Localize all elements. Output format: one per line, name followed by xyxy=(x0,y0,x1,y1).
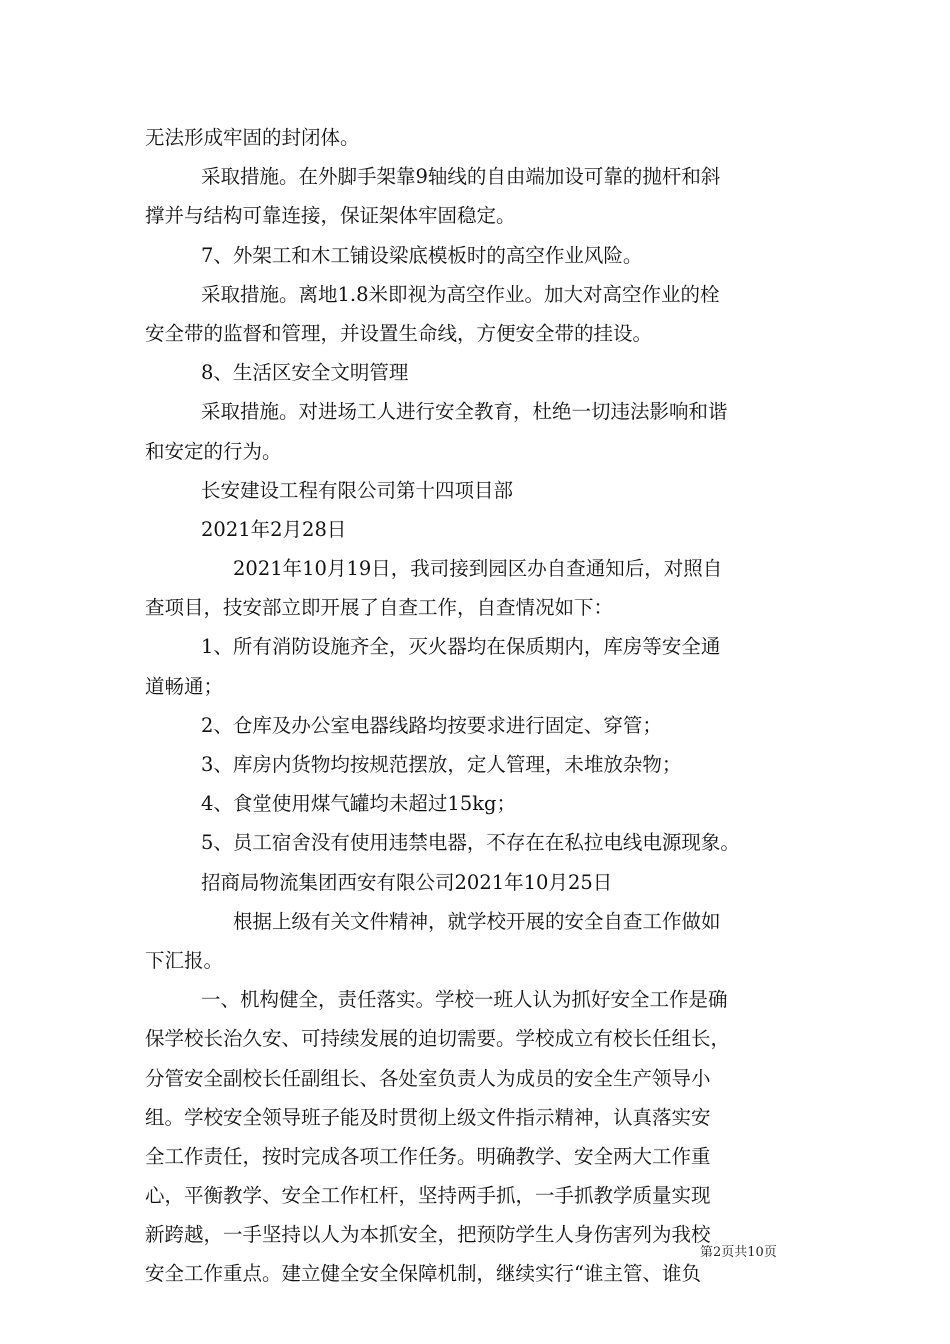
text-line: 组。学校安全领导班子能及时贯彻上级文件指示精神，认真落实安 xyxy=(145,1105,711,1129)
text-line: 根据上级有关文件精神，就学校开展的安全自查工作做如 xyxy=(233,909,721,933)
text-line: 采取措施。离地1.8米即视为高空作业。加大对高空作业的栓 xyxy=(201,282,720,306)
signature-line: 长安建设工程有限公司第十四项目部 xyxy=(201,478,514,502)
text-line: 3、库房内货物均按规范摆放，定人管理，未堆放杂物； xyxy=(201,753,682,776)
text-line: 保学校长治久安、可持续发展的迫切需要。学校成立有校长任组长， xyxy=(145,1027,731,1051)
text-line: 和安定的行为。 xyxy=(145,439,282,463)
text-line: 新跨越，一手坚持以人为本抓安全，把预防学生人身伤害列为我校 xyxy=(145,1223,711,1247)
text-line: 8、生活区安全文明管理 xyxy=(201,361,409,385)
text-line: 2、仓库及办公室电器线路均按要求进行固定、穿管； xyxy=(201,713,662,737)
text-line: 查项目，技安部立即开展了自查工作，自查情况如下： xyxy=(145,596,614,620)
text-line: 7、外架工和木工铺设梁底模板时的高空作业风险。 xyxy=(201,243,643,267)
text-line: 撑并与结构可靠连接，保证架体牢固稳定。 xyxy=(145,204,516,228)
text-line: 2021年10月19日，我司接到园区办自查通知后，对照自 xyxy=(233,557,723,581)
text-line: 一、机构健全，责任落实。学校一班人认为抓好安全工作是确 xyxy=(201,988,728,1012)
text-line: 心，平衡教学、安全工作杠杆，坚持两手抓，一手抓教学质量实现 xyxy=(145,1184,711,1208)
text-line: 全工作责任，按时完成各项工作任务。明确教学、安全两大工作重 xyxy=(145,1144,711,1168)
text-line: 安全带的监督和管理，并设置生命线，方便安全带的挂设。 xyxy=(145,321,653,345)
date-line: 2021年2月28日 xyxy=(201,517,347,541)
text-line: 分管安全副校长任副组长、各处室负责人为成员的安全生产领导小 xyxy=(145,1066,711,1090)
text-line: 无法形成牢固的封闭体。 xyxy=(145,126,360,149)
text-line: 采取措施。对进场工人进行安全教育，杜绝一切违法影响和谐 xyxy=(201,400,728,424)
signature-line: 招商局物流集团西安有限公司2021年10月25日 xyxy=(201,870,613,894)
text-line: 道畅通； xyxy=(145,674,224,698)
text-line: 4、食堂使用煤气罐均未超过15kg； xyxy=(201,792,517,816)
page-number-footer: 第2页共10页 xyxy=(700,1245,777,1260)
text-line: 采取措施。在外脚手架靠9轴线的自由端加设可靠的抛杆和斜 xyxy=(201,165,721,189)
text-line: 安全工作重点。建立健全安全保障机制，继续实行“谁主管、谁负 xyxy=(145,1262,701,1286)
text-line: 下汇报。 xyxy=(145,948,224,972)
text-line: 5、员工宿舍没有使用违禁电器，不存在在私拉电线电源现象。 xyxy=(201,831,740,855)
document-body xyxy=(145,118,810,1294)
text-line: 1、所有消防设施齐全，灭火器均在保质期内，库房等安全通 xyxy=(201,635,721,659)
